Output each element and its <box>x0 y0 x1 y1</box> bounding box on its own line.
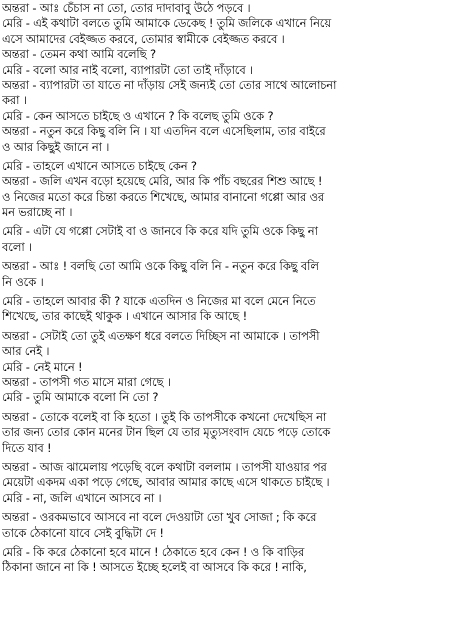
text-line: অন্তরা - তাপসী গত মাসে মারা গেছে । <box>2 374 171 389</box>
text-line: তার জন্য তোর কোন মনের টান ছিল যে তার মৃত্যুসংবাদ যেচে পড়ে তোকে <box>2 425 331 440</box>
text-line: আর নেই । <box>2 344 50 359</box>
text-line: অন্তরা - নতুন করে কিছু বলি নি । যা এতদিন বলে এসেছিলাম, তার বাইরে <box>2 124 326 139</box>
text-line: অন্তরা - আঃ চেঁচাস না তো, তোর দাদাবাবু উঠে পড়বে । <box>2 1 251 15</box>
text-line: অন্তরা - তেমন কথা আমি বলেছি ? <box>2 47 156 62</box>
text-line: এসে আমাদের বেইজ্জত করবে, তোমার স্বামীকে বেইজ্জত করবে । <box>2 31 285 46</box>
text-line: মেরি - কেন আসতে চাইছে ও এখানে ? কি বলেছ তুমি ওকে ? <box>2 108 274 123</box>
text-line: বলো । <box>2 239 32 254</box>
text-line: অন্তরা - তোকে বলেই বা কি হতো । তুই কি তাপসীকে কখনো দেখেছিস না <box>2 409 327 424</box>
text-line: অন্তরা - আঃ ! বলছি তো আমি ওকে কিছু বলি নি - নতুন করে কিছু বলি <box>2 259 319 274</box>
text-line: তাকে ঠেকানো যাবে সেই বুদ্ধিটা দে ! <box>2 525 164 540</box>
text-line: ঠিকানা জানে না কি ! আসতে ইচ্ছে হলেই বা আসবে কি করে ! নাকি, <box>2 560 307 575</box>
text-line: মেরি - কি করে ঠেকানো হবে মানে ! ঠেকাতে হবে কেন ! ও কি বাড়ির <box>2 544 305 559</box>
text-line: অন্তরা - ব্যাপারটা তা যাতে না দাঁড়ায় সেই জন্যই তো তোর সাথে আলোচনা <box>2 77 337 92</box>
text-line: মেরি - বলো আর নাই বলো, ব্যাপারটা তো তাই দাঁড়াবে । <box>2 62 253 77</box>
text-line: মেরি - তাহলে এখানে আসতে চাইছে কেন ? <box>2 158 197 173</box>
text-line: ও নিজের মতো করে চিন্তা করতে শিখেছে, আমার বানানো গপ্পো আর ওর <box>2 189 324 204</box>
text-line: মেরি - তাহলে আবার কী ? যাকে এতদিন ও নিজের মা বলে মেনে নিতে <box>2 294 316 309</box>
text-line: অন্তরা - আজ ঝামেলায় পড়েছি বলে কথাটা বললাম । তাপসী যাওয়ার পর <box>2 459 327 474</box>
text-line: মেরি - এটা যে গপ্পো সেটাই বা ও জানবে কি করে যদি তুমি ওকে কিছু না <box>2 224 318 239</box>
text-line: মেরি - তুমি আমাকে বলো নি তো ? <box>2 390 159 405</box>
text-line: অন্তরা - সেটাই তো তুই এতক্ষণ ধরে বলতে দিচ্ছিস না আমাকে । তাপসী <box>2 328 320 343</box>
text-line: মেরি - না, জলি এখানে আসবে না । <box>2 490 162 505</box>
text-line: দিতে যাব ! <box>2 440 52 455</box>
dialogue-text <box>2 1 454 576</box>
text-line: নি ওকে । <box>2 274 44 289</box>
text-line: মেয়েটা একদম একা পড়ে গেছে, আবার আমার কাছে এসে থাকতে চাইছে । <box>2 475 330 490</box>
text-line: মেরি - নেই মানে ! <box>2 359 83 374</box>
text-line: করা । <box>2 93 27 108</box>
text-line: অন্তরা - ওরকমভাবে আসবে না বলে দেওয়াটা তো খুব সোজা ; কি করে <box>2 510 317 525</box>
text-line: মন ভরাচ্ছে না । <box>2 205 73 220</box>
text-line: মেরি - এই কথাটা বলতে তুমি আমাকে ডেকেছ ! তুমি জলিকে এখানে নিয়ে <box>2 16 331 31</box>
text-line: শিখেছে, তার কাছেই থাকুক । এখানে আসার কি আছে ! <box>2 309 247 324</box>
text-line: ও আর কিছুই জানে না । <box>2 139 110 154</box>
text-line: অন্তরা - জলি এখন বড়ো হয়েছে মেরি, আর কি পাঁচ বছরের শিশু আছে ! <box>2 174 323 189</box>
